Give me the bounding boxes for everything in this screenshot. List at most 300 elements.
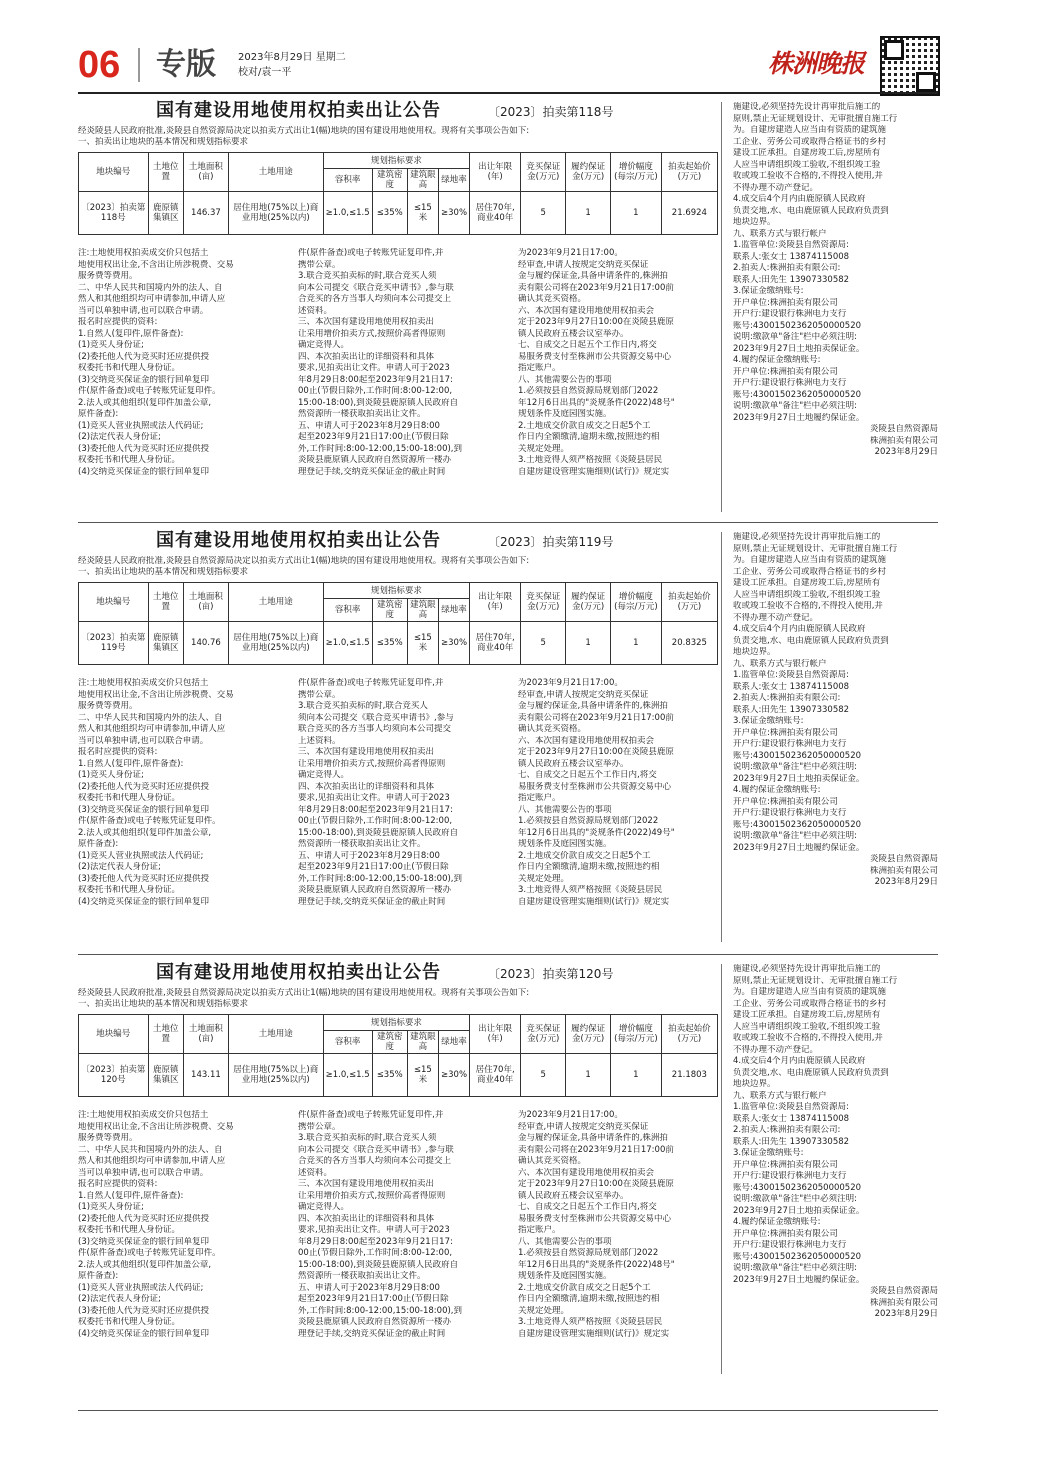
text-line: 3.联合竞买拍卖标的时,联合竞买人须	[298, 1133, 437, 1143]
text-line: 自建房建设管理实施细则(试行)》规定实	[518, 466, 670, 477]
text-line: 账号:43001502362050000520	[733, 320, 862, 331]
text-line: 地使用权出让金,不含出让所涉税费、交易	[78, 689, 234, 700]
text-line: 然人和其他组织均可申请参加,申请人应	[78, 1156, 226, 1166]
text-line: 七、自成交之日起五个工作日内,将交	[518, 340, 657, 350]
th-deposit: 竞买保证金(万元)	[521, 153, 566, 192]
td-start-price: 21.6924	[661, 192, 717, 235]
text-line: 确定竞得人。	[298, 1202, 350, 1212]
text-line: 四、本次拍卖出让的详细资料和具体	[298, 1213, 435, 1224]
side-body	[733, 964, 938, 1286]
text-line: 件(原件备查)或电子转账凭证复印件。	[78, 386, 221, 396]
th-planning: 规划指标要求	[323, 1015, 469, 1031]
parcel-table	[78, 582, 718, 665]
text-line: 4.成交后4个月内由鹿原镇人民政府	[733, 624, 866, 634]
text-line: 2.拍卖人:株洲拍卖有限公司:	[733, 1125, 841, 1135]
text-line: 2.法人或其他组织(复印件加盖公章,	[78, 1259, 212, 1270]
text-line: 要求,见拍卖出让文件。申请人可于2023	[298, 363, 450, 373]
td-performance: 1	[566, 622, 611, 665]
text-line: 携带公章。	[298, 259, 341, 270]
text-line: 2.土地成交价款自成交之日起5个工	[518, 850, 651, 861]
text-line: 1.必须按县自然资源局规划部门2022	[518, 1248, 659, 1258]
text-line: (1)竞买人营业执照或法人代码证;	[78, 850, 204, 861]
text-line: 五、申请人可于2023年8月29日8:00	[298, 1282, 440, 1293]
text-line: (1)竞买人营业执照或法人代码证;	[78, 420, 204, 431]
text-line: (2)法定代表人身份证;	[78, 432, 161, 442]
text-line: (1)竞买人营业执照或法人代码证;	[78, 1282, 204, 1293]
text-line: 为。自建房建造人应当由有资质的建筑施	[733, 555, 887, 565]
text-line: 镇人民政府五楼会议室举办。	[518, 1190, 629, 1201]
td-deposit: 5	[521, 192, 566, 235]
side-column	[733, 964, 938, 1321]
body-column-3	[518, 248, 718, 478]
text-line: 年8月29日8:00起至2023年9月21日17:	[298, 374, 453, 385]
text-line: 2023年9月27日土地履约保证金。	[733, 412, 865, 423]
td-performance: 1	[566, 192, 611, 235]
text-line: 报名时应提供的资料:	[78, 317, 158, 327]
text-line: 账号:43001502362050000520	[733, 389, 862, 400]
td-area: 143.11	[184, 1054, 229, 1097]
text-line: 说明:缴款单"备注"栏中必须注明:	[733, 1194, 858, 1204]
th-height: 建筑限高	[407, 1031, 438, 1054]
text-line: 然资源所一楼获取拍卖出让文件。	[298, 1271, 426, 1281]
th-density: 建筑密度	[372, 1031, 407, 1054]
text-line: (4)交纳竞买保证金的银行回单复印	[78, 896, 210, 907]
text-line: 卖有限公司将在2023年9月21日17:00前	[518, 282, 674, 293]
text-line: 携带公章。	[298, 689, 341, 700]
text-line: 地块边界。	[733, 1079, 776, 1089]
body-column-2	[298, 1110, 498, 1340]
th-location: 土地位置	[148, 153, 183, 192]
td-start-price: 20.8325	[661, 622, 717, 665]
text-line: 让采用增价拍卖方式,按照价高者得原则	[298, 328, 446, 339]
text-line: 报名时应提供的资料:	[78, 1179, 158, 1189]
text-line: 负责交地,水、电由鹿原镇人民政府负责到	[733, 205, 889, 216]
text-line: 权委托书和代理人身份证。	[78, 885, 181, 895]
text-line: (3)交纳竞买保证金的银行回单复印	[78, 1236, 210, 1247]
text-line: 四、本次拍卖出让的详细资料和具体	[298, 781, 435, 792]
text-line: 年12月6日出具的"炎规条件(2022)48号"	[518, 397, 675, 408]
text-line: 服务费等费用。	[78, 1133, 138, 1143]
text-line: 确认其竞买资格。	[518, 724, 587, 734]
th-performance: 履约保证金(万元)	[566, 1015, 611, 1054]
th-use: 土地用途	[228, 583, 323, 622]
text-line: (4)交纳竞买保证金的银行回单复印	[78, 1328, 210, 1339]
td-term: 居住70年,商业40年	[470, 622, 521, 665]
intro-line: 一、拍卖出让地块的基本情况和规划指标要求	[78, 567, 249, 577]
text-line: (1)竞买人身份证;	[78, 1202, 144, 1212]
side-body	[733, 102, 938, 424]
text-line: 确定竞得人。	[298, 340, 350, 350]
signature-date: 2023年8月29日	[874, 447, 938, 457]
text-line: 开户行:建设银行株洲电力支行	[733, 1171, 847, 1181]
text-line: 金与履约保证金,具备申请条件的,株洲拍	[518, 271, 668, 281]
text-line: 工企业、劳务公司或取得合格证书的乡村	[733, 136, 887, 147]
text-line: (2)法定代表人身份证;	[78, 1294, 161, 1304]
th-far: 容积率	[323, 1031, 372, 1054]
text-line: 确认其竞买资格。	[518, 1156, 587, 1166]
th-location: 土地位置	[148, 1015, 183, 1054]
td-increment: 1	[611, 192, 662, 235]
text-line: 2.法人或其他组织(复印件加盖公章,	[78, 397, 212, 408]
text-line: 施建设,必须坚持先设计再审批后施工的	[733, 532, 881, 542]
text-line: 件(原件备查)或电子转账凭证复印件。	[78, 1248, 221, 1258]
td-use: 居住用地(75%以上)商业用地(25%以内)	[228, 622, 323, 665]
text-line: 4.履约保证金缴纳账号:	[733, 785, 821, 795]
text-line: 1.监管单位:炎陵县自然资源局:	[733, 1102, 849, 1112]
text-line: 不得办理不动产登记。	[733, 1044, 819, 1055]
parcel-table	[78, 1014, 718, 1097]
text-line: 2023年9月27日土地拍卖保证金。	[733, 343, 865, 354]
text-line: 15:00-18:00),到炎陵县鹿原镇人民政府自	[298, 827, 459, 838]
text-line: 炎陵县鹿原镇人民政府自然资源所一楼办	[298, 1317, 452, 1327]
th-increment: 增价幅度(每宗/万元)	[611, 583, 662, 622]
th-increment: 增价幅度(每宗/万元)	[611, 153, 662, 192]
text-line: 开户单位:株洲拍卖有限公司	[733, 297, 838, 308]
text-line: 二、中华人民共和国境内外的法人、自	[78, 1144, 223, 1155]
text-line: 原件备查):	[78, 839, 119, 849]
text-line: 00止(节假日除外,工作时间:8:00-12:00,	[298, 1248, 453, 1258]
text-line: 件(原件备查)或电子转账凭证复印件。	[78, 816, 221, 826]
notice-intro	[78, 988, 718, 1010]
body-column-3	[518, 678, 718, 908]
text-line: (3)交纳竞买保证金的银行回单复印	[78, 804, 210, 815]
td-height: ≤15米	[407, 622, 438, 665]
text-line: 八、其他需要公告的事项	[518, 804, 612, 815]
text-line: 炎陵县鹿原镇人民政府自然资源所一楼办	[298, 885, 452, 895]
intro-line: 一、拍卖出让地块的基本情况和规划指标要求	[78, 999, 249, 1009]
text-line: 收或竣工验收不合格的,不得投入使用,并	[733, 601, 883, 611]
text-line: 联系人:张女士 13874115008	[733, 251, 850, 262]
text-line: 起至2023年9月21日17:00止(节假日除	[298, 862, 449, 872]
text-line: 为2023年9月21日17:00。	[518, 678, 623, 688]
text-line: 账号:43001502362050000520	[733, 1182, 862, 1193]
text-line: 2023年9月27日土地拍卖保证金。	[733, 773, 865, 784]
text-line: 合竞买的各方当事人均须向本公司提交上	[298, 1156, 452, 1166]
notice-title: 国有建设用地使用权拍卖出让公告	[156, 100, 441, 121]
text-line: 联系人:田先生 13907330582	[733, 704, 850, 715]
th-use: 土地用途	[228, 1015, 323, 1054]
text-line: 账号:43001502362050000520	[733, 750, 862, 761]
th-area: 土地面积(亩)	[184, 583, 229, 622]
text-line: 镇人民政府五楼会议室举办。	[518, 758, 629, 769]
td-term: 居住70年,商业40年	[470, 1054, 521, 1097]
text-line: 权委托书和代理人身份证。	[78, 1317, 181, 1327]
intro-line: 一、拍卖出让地块的基本情况和规划指标要求	[78, 137, 249, 147]
text-line: 人应当申请组织竣工验收,不组织竣工验	[733, 589, 881, 600]
text-line: 七、自成交之日起五个工作日内,将交	[518, 1202, 657, 1212]
text-line: 2.土地成交价款自成交之日起5个工	[518, 1282, 651, 1293]
th-green: 绿地率	[439, 599, 470, 622]
text-line: 外,工作时间:8:00-12:00,15:00-18:00),到	[298, 1305, 462, 1316]
th-location: 土地位置	[148, 583, 183, 622]
th-height: 建筑限高	[407, 599, 438, 622]
text-line: 五、申请人可于2023年8月29日8:00	[298, 850, 440, 861]
text-line: 建设工匠承担。自建房竣工后,房屋所有	[733, 578, 881, 588]
text-line: 让采用增价拍卖方式,按照价高者得原则	[298, 1190, 446, 1201]
text-line: 五、申请人可于2023年8月29日8:00	[298, 420, 440, 431]
table-row	[79, 192, 718, 235]
text-line: 三、本次国有建设用地使用权拍卖出	[298, 747, 435, 757]
td-parcel-no: 〔2023〕拍卖第120号	[79, 1054, 149, 1097]
text-line: 3.保证金缴纳账号:	[733, 1148, 804, 1158]
text-line: 确定竞得人。	[298, 770, 350, 780]
notice-body	[78, 678, 718, 948]
text-line: 年8月29日8:00起至2023年9月21日17:	[298, 1236, 453, 1247]
th-start-price: 拍卖起始价(万元)	[661, 583, 717, 622]
th-term: 出让年限(年)	[470, 153, 521, 192]
text-line: 2.拍卖人:株洲拍卖有限公司:	[733, 693, 841, 703]
text-line: 述资料。	[298, 305, 333, 316]
text-line: 开户行:建设银行株洲电力支行	[733, 1240, 847, 1250]
text-line: 指定账户。	[518, 1225, 561, 1235]
td-far: ≥1.0,≤1.5	[323, 192, 372, 235]
signature-auctioneer: 株洲拍卖有限公司	[869, 865, 938, 876]
text-line: 00止(节假日除外,工作时间:8:00-12:00,	[298, 386, 453, 396]
text-line: 1.必须按县自然资源局规划部门2022	[518, 386, 659, 396]
text-line: 金与履约保证金,具备申请条件的,株洲拍	[518, 701, 668, 711]
text-line: 2.法人或其他组织(复印件加盖公章,	[78, 827, 212, 838]
text-line: 三、本次国有建设用地使用权拍卖出	[298, 1179, 435, 1189]
text-line: 合竞买的各方当事人均须向本公司提交上	[298, 294, 452, 304]
th-far: 容积率	[323, 169, 372, 192]
text-line: 权委托书和代理人身份证。	[78, 363, 181, 373]
text-line: 不得办理不动产登记。	[733, 182, 819, 193]
text-line: 起至2023年9月21日17:00止(节假日除	[298, 1294, 449, 1304]
text-line: 负责交地,水、电由鹿原镇人民政府负责到	[733, 635, 889, 646]
text-line: 须向本公司提交《联合竞买申请书》,参与	[298, 712, 454, 723]
text-line: 八、其他需要公告的事项	[518, 374, 612, 385]
th-height: 建筑限高	[407, 169, 438, 192]
th-term: 出让年限(年)	[470, 583, 521, 622]
text-line: 施建设,必须坚持先设计再审批后施工的	[733, 964, 881, 974]
text-line: 工企业、劳务公司或取得合格证书的乡村	[733, 998, 887, 1009]
text-line: 4.成交后4个月内由鹿原镇人民政府	[733, 1056, 866, 1066]
text-line: 自建房建设管理实施细则(试行)》规定实	[518, 1328, 670, 1339]
td-start-price: 21.1803	[661, 1054, 717, 1097]
text-line: 联合竞买的各方当事人均须向本公司提交	[298, 724, 452, 734]
text-line: 上述资料。	[298, 735, 341, 746]
th-density: 建筑密度	[372, 599, 407, 622]
text-line: 4.履约保证金缴纳账号:	[733, 355, 821, 365]
td-density: ≤35%	[372, 192, 407, 235]
text-line: 地使用权出让金,不含出让所涉税费、交易	[78, 1121, 234, 1132]
text-line: 六、本次国有建设用地使用权拍卖会	[518, 305, 655, 316]
text-line: 权委托书和代理人身份证。	[78, 793, 181, 803]
text-line: 服务费等费用。	[78, 701, 138, 711]
td-height: ≤15米	[407, 1054, 438, 1097]
notice-number: 〔2023〕拍卖第119号	[488, 535, 614, 549]
td-increment: 1	[611, 622, 662, 665]
newspaper-logo: 株洲晚报	[767, 49, 864, 78]
text-line: 联系人:张女士 13874115008	[733, 1113, 850, 1124]
text-line: 2023年9月27日土地履约保证金。	[733, 842, 865, 853]
text-line: 外,工作时间:8:00-12:00,15:00-18:00),到	[298, 873, 462, 884]
text-line: 四、本次拍卖出让的详细资料和具体	[298, 351, 435, 362]
text-line: 年12月6日出具的"炎规条件(2022)49号"	[518, 827, 675, 838]
th-parcel-no: 地块编号	[79, 583, 149, 622]
parcel-table	[78, 152, 718, 235]
td-location: 鹿原镇集镇区	[148, 622, 183, 665]
signature-date: 2023年8月29日	[874, 877, 938, 887]
th-performance: 履约保证金(万元)	[566, 153, 611, 192]
text-line: (1)竞买人身份证;	[78, 770, 144, 780]
text-line: 七、自成交之日起五个工作日内,将交	[518, 770, 657, 780]
notice-title: 国有建设用地使用权拍卖出让公告	[156, 530, 441, 551]
text-line: 1.监管单位:炎陵县自然资源局:	[733, 240, 849, 250]
text-line: 外,工作时间:8:00-12:00,15:00-18:00),到	[298, 443, 462, 454]
text-line: 人应当申请组织竣工验收,不组织竣工验	[733, 1021, 881, 1032]
text-line: 关规定处理。	[518, 873, 570, 884]
body-column-1	[78, 248, 278, 478]
text-line: 起至2023年9月21日17:00止(节假日除	[298, 432, 449, 442]
text-line: 易服务费支付至株洲市公共资源交易中心	[518, 351, 672, 362]
masthead-divider	[138, 48, 140, 82]
text-line: 经审查,申请人按规定交纳竞买保证	[518, 1121, 649, 1132]
text-line: 1.自然人(复印件,原件备查):	[78, 1190, 184, 1201]
text-line: 为。自建房建造人应当由有资质的建筑施	[733, 125, 887, 135]
td-parcel-no: 〔2023〕拍卖第118号	[79, 192, 149, 235]
notice-separator	[78, 954, 938, 955]
text-line: 1.必须按县自然资源局规划部门2022	[518, 816, 659, 826]
text-line: 规划条件及庭园图实施。	[518, 1271, 612, 1281]
text-line: 地块边界。	[733, 647, 776, 657]
text-line: 3.联合竞买拍卖标的时,联合竞买人须	[298, 271, 437, 281]
th-performance: 履约保证金(万元)	[566, 583, 611, 622]
text-line: 1.监管单位:炎陵县自然资源局:	[733, 670, 849, 680]
text-line: 八、其他需要公告的事项	[518, 1236, 612, 1247]
th-increment: 增价幅度(每宗/万元)	[611, 1015, 662, 1054]
td-use: 居住用地(75%以上)商业用地(25%以内)	[228, 192, 323, 235]
text-line: 报名时应提供的资料:	[78, 747, 158, 757]
text-line: 收或竣工验收不合格的,不得投入使用,并	[733, 1033, 883, 1043]
signature-date: 2023年8月29日	[874, 1309, 938, 1319]
text-line: 服务费等费用。	[78, 271, 138, 281]
text-line: 原则,禁止无证规划设计、无审批擅自施工行	[733, 543, 898, 554]
td-height: ≤15米	[407, 192, 438, 235]
body-column-1	[78, 1110, 278, 1340]
text-line: 作日内全额缴清,逾期未缴,按照违约相	[518, 862, 660, 872]
text-line: 开户单位:株洲拍卖有限公司	[733, 727, 838, 738]
th-green: 绿地率	[439, 1031, 470, 1054]
td-green: ≥30%	[439, 622, 470, 665]
notice-body	[78, 1110, 718, 1380]
text-line: 为。自建房建造人应当由有资质的建筑施	[733, 987, 887, 997]
text-line: 当可以单独申请,也可以联合申请。	[78, 1167, 209, 1178]
auction-notice	[78, 960, 938, 1385]
text-line: 开户行:建设银行株洲电力支行	[733, 739, 847, 749]
text-line: 向本公司提交《联合竞买申请书》,参与联	[298, 1144, 454, 1155]
text-line: (3)委托他人代为竞买时还应提供授	[78, 873, 210, 884]
text-line: (3)委托他人代为竞买时还应提供授	[78, 1305, 210, 1316]
text-line: 作日内全额缴清,逾期未缴,按照违约相	[518, 1294, 660, 1304]
notice-number: 〔2023〕拍卖第118号	[488, 105, 614, 119]
text-line: 原则,禁止无证规划设计、无审批擅自施工行	[733, 975, 898, 986]
text-line: 注:土地使用权拍卖成交价只包括土	[78, 248, 209, 258]
text-line: 为2023年9月21日17:00。	[518, 1110, 623, 1120]
text-line: 2023年9月27日土地履约保证金。	[733, 1274, 865, 1285]
text-line: 携带公章。	[298, 1121, 341, 1132]
text-line: 15:00-18:00),到炎陵县鹿原镇人民政府自	[298, 397, 459, 408]
text-line: 规划条件及庭园图实施。	[518, 409, 612, 419]
text-line: 联系人:张女士 13874115008	[733, 681, 850, 692]
text-line: 00止(节假日除外,工作时间:8:00-12:00,	[298, 816, 453, 826]
signature-auctioneer: 株洲拍卖有限公司	[869, 1297, 938, 1308]
th-density: 建筑密度	[372, 169, 407, 192]
th-parcel-no: 地块编号	[79, 153, 149, 192]
text-line: 理登记手续,交纳竞买保证金的截止时间	[298, 896, 446, 907]
text-line: 开户单位:株洲拍卖有限公司	[733, 796, 838, 807]
text-line: 说明:缴款单"备注"栏中必须注明:	[733, 332, 858, 342]
text-line: 开户单位:株洲拍卖有限公司	[733, 366, 838, 377]
text-line: 3.保证金缴纳账号:	[733, 716, 804, 726]
signature-auctioneer: 株洲拍卖有限公司	[869, 435, 938, 446]
text-line: 三、本次国有建设用地使用权拍卖出	[298, 317, 435, 327]
td-location: 鹿原镇集镇区	[148, 192, 183, 235]
text-line: 账号:43001502362050000520	[733, 1251, 862, 1262]
notice-number: 〔2023〕拍卖第120号	[488, 967, 614, 981]
text-line: 原件备查):	[78, 1271, 119, 1281]
proofreader: 校对/袁一平	[238, 67, 292, 78]
td-deposit: 5	[521, 1054, 566, 1097]
text-line: (2)法定代表人身份证;	[78, 862, 161, 872]
masthead-rule	[78, 92, 938, 94]
text-line: 述资料。	[298, 1167, 333, 1178]
text-line: 指定账户。	[518, 363, 561, 373]
page-number: 06	[78, 44, 121, 86]
td-increment: 1	[611, 1054, 662, 1097]
intro-line: 经炎陵县人民政府批准,炎陵县自然资源局决定以拍卖方式出让1(幅)地块的国有建设用地使用权。现将有关事项公告如下:	[78, 126, 530, 136]
th-parcel-no: 地块编号	[79, 1015, 149, 1054]
td-performance: 1	[566, 1054, 611, 1097]
signature-bureau: 炎陵县自然资源局	[869, 1286, 938, 1296]
text-line: 说明:缴款单"备注"栏中必须注明:	[733, 762, 858, 772]
th-deposit: 竞买保证金(万元)	[521, 583, 566, 622]
text-line: 为2023年9月21日17:00。	[518, 248, 623, 258]
td-area: 146.37	[184, 192, 229, 235]
text-line: 2023年9月27日土地拍卖保证金。	[733, 1205, 865, 1216]
notice-body	[78, 248, 718, 518]
text-line: 易服务费支付至株洲市公共资源交易中心	[518, 1213, 672, 1224]
text-line: 件(原件备查)或电子转账凭证复印件,并	[298, 678, 444, 688]
text-line: (4)交纳竞买保证金的银行回单复印	[78, 466, 210, 477]
text-line: 金与履约保证金,具备申请条件的,株洲拍	[518, 1133, 668, 1143]
side-body	[733, 532, 938, 854]
text-line: 当可以单独申请,也可以联合申请。	[78, 735, 209, 746]
qr-code-icon[interactable]	[880, 36, 940, 96]
th-start-price: 拍卖起始价(万元)	[661, 153, 717, 192]
column-divider	[721, 964, 722, 1374]
text-line: 自建房建设管理实施细则(试行)》规定实	[518, 896, 670, 907]
td-far: ≥1.0,≤1.5	[323, 622, 372, 665]
text-line: (3)交纳竞买保证金的银行回单复印	[78, 374, 210, 385]
notice-intro	[78, 126, 718, 148]
text-line: 炎陵县鹿原镇人民政府自然资源所一楼办	[298, 455, 452, 465]
td-use: 居住用地(75%以上)商业用地(25%以内)	[228, 1054, 323, 1097]
text-line: 地块边界。	[733, 217, 776, 227]
text-line: 年8月29日8:00起至2023年9月21日17:	[298, 804, 453, 815]
text-line: 账号:43001502362050000520	[733, 819, 862, 830]
text-line: 然资源所一楼获取拍卖出让文件。	[298, 839, 426, 849]
th-term: 出让年限(年)	[470, 1015, 521, 1054]
column-divider	[721, 532, 722, 942]
td-far: ≥1.0,≤1.5	[323, 1054, 372, 1097]
text-line: 卖有限公司将在2023年9月21日17:00前	[518, 712, 674, 723]
text-line: 然人和其他组织均可申请参加,申请人应	[78, 294, 226, 304]
text-line: 让采用增价拍卖方式,按照价高者得原则	[298, 758, 446, 769]
th-area: 土地面积(亩)	[184, 153, 229, 192]
th-use: 土地用途	[228, 153, 323, 192]
text-line: 4.履约保证金缴纳账号:	[733, 1217, 821, 1227]
